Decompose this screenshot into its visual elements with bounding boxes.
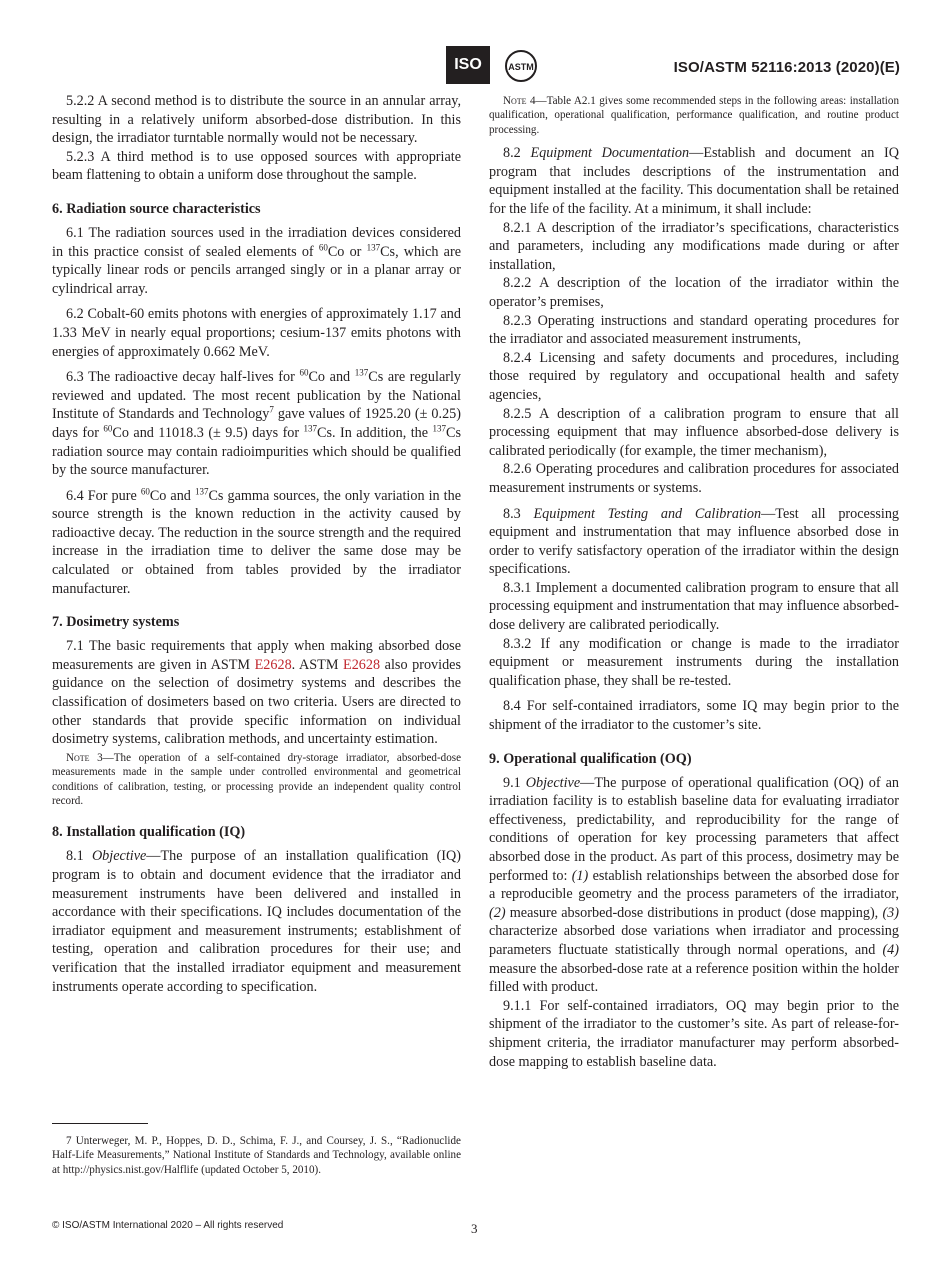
para-6-3: 6.3 The radioactive decay half-lives for $^{60}$Co and $^{137}$Cs are regularly reviewed and updated. The most recent publication by the National Institute of Standards and Technology$^7$ gave values of 1925.20 (± 0.25) days for $^{60}$Co and 11018.3 (± 9.5) days for $^{137}$Cs. In addition, the $^{137}$Cs radiation source may contain radioimpurities which should be qualified by the source manufacturer. (52, 367, 461, 479)
astm-logo-text: ASTM (508, 62, 534, 72)
para-7-1: 7.1 The basic requirements that apply when making absorbed dose measurements are given in ASTM E2628. ASTM E2628 also provides guidance on the selection of dosimetry systems and describes the classification of dosimeters based on two criteria. Users are directed to other standards that provide specific information on individual dosimetry systems, calibration methods, and uncertainty estimation. (52, 638, 461, 748)
para-9-1: 9.1 Objective—The purpose of operational qualification (OQ) of an irradiation facility is to establish baseline data for evaluating irradiator effectiveness, predictability, and reproducibility for the range of conditions of operation for key processing parameters that affect absorbed dose in the product. As part of this process, dosimetry may be performed to: (1) establish relationships between the absorbed dose for a reproducible geometry and the process parameters of the irradiator, (2) measure absorbed-dose distributions in product (dose mapping), (3) characterize absorbed dose variations when irradiator and processing parameters fluctuate statistically through normal operations, and (4) measure the absorbed-dose rate at a reference position within the holder filled with product. (489, 774, 900, 996)
document-id: ISO/ASTM 52116:2013 (2020)(E) (673, 59, 900, 76)
link-e2628-first[interactable]: E2628 (254, 656, 292, 673)
para-8-2: 8.2 Equipment Documentation—Establish and document an IQ program that includes descriptions of the instrumentation and equipment installed at the facility. This documentation shall be retained for the life of the facility. At a minimum, it shall include: (489, 145, 899, 217)
para-5-2-3: 5.2.3 A third method is to use opposed sources with appropriate beam flattening to obtain a uniform dose throughout the sample. (52, 148, 461, 184)
para-8-3: 8.3 Equipment Testing and Calibration—Test all processing equipment and instrumentation that may influence absorbed dose in order to verify satisfactory operation of the irradiator within the design specifications. (489, 505, 900, 578)
para-8-2-2: 8.2.2 A description of the location of the irradiator within the operator’s premises, (489, 275, 899, 310)
note-3: Note 3—The operation of a self-contained dry-storage irradiator, absorbed-dose measurements made in the sample under controlled environmental and geometrical conditions of calibration, testing, or processing provide an independent quality control record. (52, 751, 461, 808)
section-8-heading: 8. Installation qualification (IQ) (52, 824, 246, 841)
iso-logo (446, 46, 490, 84)
header-logos (446, 46, 546, 86)
page-number: 3 (471, 1221, 478, 1236)
para-8-2-5: 8.2.5 A description of a calibration program to ensure that all processing equipment that may influence absorbed-dose delivery is calibrated periodically (for example, the timer mechanism), (489, 405, 899, 459)
para-8-2-3: 8.2.3 Operating instructions and standard operating procedures for the irradiator and associated measurement instruments, (489, 312, 899, 348)
para-8-1: 8.1 Objective—The purpose of an installation qualification (IQ) program is to obtain and document evidence that the irradiator and measurement instruments have been delivered and installed in accordance with their specifications. IQ includes documentation of the irradiator equipment and measurement instruments; establishment of testing, operation and calibration procedures for their use; and verification that the installed irradiator equipment and measurement instruments operate according to specification. (52, 848, 461, 995)
para-9-1-1: 9.1.1 For self-contained irradiators, OQ may begin prior to the shipment of the irradiator to the customer’s site. As part of release-for-shipment criteria, the irradiator manufacturer may perform absorbed-dose mapping to establish baseline data. (489, 997, 899, 1070)
left-column (52, 92, 461, 996)
footnote-rule (52, 1123, 148, 1124)
note-4: Note 4—Table A2.1 gives some recommended steps in the following areas: installation qualification, operational qualification, performance qualification, and routine product processing. (489, 95, 899, 136)
para-8-2-1: 8.2.1 A description of the irradiator’s specifications, characteristics and parameters, including any modifications made during or after installation, (489, 219, 899, 273)
section-7-heading: 7. Dosimetry systems (52, 614, 180, 631)
section-6-heading: 6. Radiation source characteristics (52, 200, 261, 217)
link-e2628-second[interactable]: E2628 (343, 656, 381, 673)
para-8-3-2: 8.3.2 If any modification or change is made to the irradiator equipment or measurement instruments during the installation qualification phase, they shall be re-tested. (489, 635, 899, 689)
para-6-2: 6.2 Cobalt-60 emits photons with energies of approximately 1.17 and 1.33 MeV in nearly equal proportions; cesium-137 emits photons with energies of approximately 0.662 MeV. (52, 306, 461, 360)
para-6-1: 6.1 The radiation sources used in the irradiation devices considered in this practice consist of sealed elements of $^{60}$Co or $^{137}$Cs, which are typically linear rods or pencils arranged singly or in a planar array or cylindrical array. (52, 224, 461, 297)
astm-logo (502, 48, 540, 84)
para-5-2-2: 5.2.2 A second method is to distribute the source in an annular array, resulting in a relatively uniform absorbed-dose distribution. In this design, the irradiator turntable normally would not be necessary. (52, 93, 461, 147)
para-8-3-1: 8.3.1 Implement a documented calibration program to ensure that all processing equipment and instrumentation that may influence absorbed-dose delivery are calibrated periodically. (489, 579, 899, 634)
para-8-2-6: 8.2.6 Operating procedures and calibration procedures for associated measurement instruments or systems. (489, 461, 899, 496)
iso-logo-text: ISO (454, 56, 482, 73)
right-column (489, 92, 899, 1071)
footnote-7: 7 Unterweger, M. P., Hoppes, D. D., Schima, F. J., and Coursey, J. S., “Radionuclide Half-Life Measurements,” National Institute of Standards and Technology, available online at http://physics.nist.gov/Halflife (updated October 5, 2010). (52, 1135, 461, 1176)
section-9-heading: 9. Operational qualification (OQ) (489, 750, 692, 767)
footer-copyright: © ISO/ASTM International 2020 – All rights reserved (52, 1220, 284, 1231)
para-8-4: 8.4 For self-contained irradiators, some IQ may begin prior to the shipment of the irradiator to the customer’s site. (489, 698, 899, 734)
para-8-2-4: 8.2.4 Licensing and safety documents and procedures, including those required by regulatory and occupational health and safety agencies, (489, 349, 899, 403)
para-6-4: 6.4 For pure $^{60}$Co and $^{137}$Cs gamma sources, the only variation in the source strength is the known reduction in the activity caused by radioactive decay. The reduction in the source strength and the required increase in the irradiation time to deliver the same dose may be calculated or obtained from tables provided by the irradiator manufacturer. (52, 485, 462, 597)
